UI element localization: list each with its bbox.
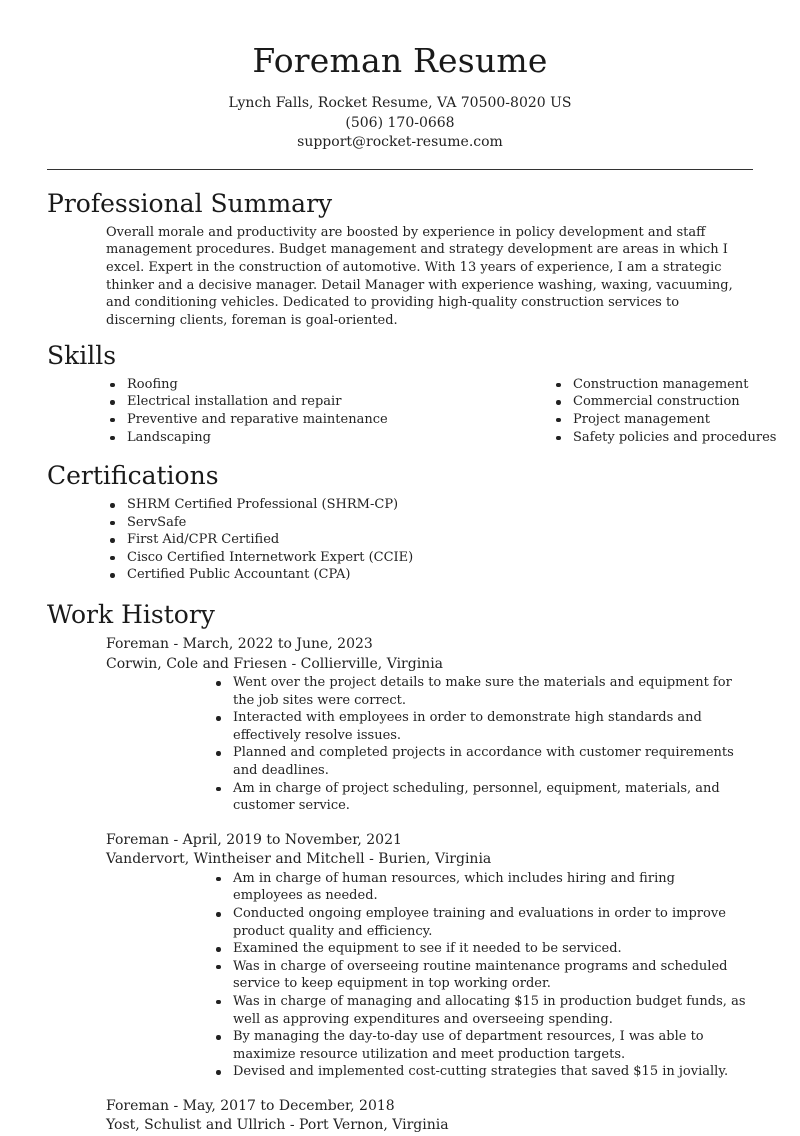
list-item: First Aid/CPR Certified — [127, 531, 800, 549]
contact-email: support@rocket-resume.com — [297, 134, 503, 150]
certifications-list — [0, 496, 800, 584]
job-company-location: Yost, Schulist and Ullrich - Port Vernon, Virginia — [106, 1117, 449, 1134]
skills-list-right — [446, 376, 776, 446]
contact-phone: (506) 170-0668 — [345, 114, 455, 131]
summary-heading: Professional Summary — [47, 188, 333, 218]
summary-section — [0, 188, 800, 330]
summary-text: Overall morale and productivity are boosted by experience in policy development and staff management procedures. Budget management and strategy development are areas in which I excel. Expert in the construction of automotive. With 13 years of experience, I am a strategic thinker and a decisive manager. Detail Manager with experience washing, waxing, vacuuming, and conditioning vehicles. Dedicated to providing high-quality construction services to discerning clients, foreman is goal-oriented. — [106, 224, 733, 329]
list-item: By managing the day-to-day use of department resources, I was able to maximize resource utilization and meet production targets. — [233, 1028, 800, 1063]
list-item: Commercial construction — [573, 393, 776, 411]
skills-list-left — [0, 376, 446, 446]
list-item: Was in charge of overseeing routine maintenance programs and scheduled service to keep equipment in top working order. — [233, 958, 800, 993]
certifications-heading: Certifications — [47, 461, 219, 491]
work-history-section — [0, 599, 800, 1136]
list-item: Landscaping — [127, 429, 446, 447]
job-duties-list — [106, 674, 800, 815]
skills-columns — [0, 376, 800, 446]
skills-section — [0, 340, 800, 446]
list-item: Examined the equipment to see if it needed to be serviced. — [233, 940, 800, 958]
list-item: Devised and implemented cost-cutting strategies that saved $15 in jovially. — [233, 1063, 800, 1081]
list-item: Certified Public Accountant (CPA) — [127, 566, 800, 584]
job-entry — [0, 635, 800, 815]
job-title-dates: Foreman - April, 2019 to November, 2021 — [106, 831, 402, 848]
list-item: Conducted ongoing employee training and evaluations in order to improve product quality and efficiency. — [233, 905, 800, 940]
header-divider — [47, 169, 753, 170]
skills-heading: Skills — [47, 340, 117, 370]
job-entry — [0, 1097, 800, 1136]
job-company-location: Corwin, Cole and Friesen - Collierville, Virginia — [106, 655, 444, 672]
list-item: Preventive and reparative maintenance — [127, 411, 446, 429]
job-entry — [0, 831, 800, 1081]
list-item: Interacted with employees in order to demonstrate high standards and effectively resolve issues. — [233, 709, 800, 744]
contact-address: Lynch Falls, Rocket Resume, VA 70500-8020 US — [228, 95, 572, 111]
resume-title: Foreman Resume — [252, 41, 548, 80]
job-title-dates: Foreman - May, 2017 to December, 2018 — [106, 1097, 395, 1114]
list-item: Am in charge of project scheduling, personnel, equipment, materials, and customer service. — [233, 780, 800, 815]
work-history-heading: Work History — [47, 600, 215, 630]
list-item: Project management — [573, 411, 776, 429]
list-item: ServSafe — [127, 514, 800, 532]
list-item: SHRM Certified Professional (SHRM-CP) — [127, 496, 800, 514]
job-company-location: Vandervort, Wintheiser and Mitchell - Burien, Virginia — [106, 851, 492, 868]
list-item: Was in charge of managing and allocating $15 in production budget funds, as well as approving expenditures and overseeing spending. — [233, 993, 800, 1028]
list-item: Construction management — [573, 376, 776, 394]
list-item: Planned and completed projects in accordance with customer requirements and deadlines. — [233, 744, 800, 779]
job-duties-list — [106, 870, 800, 1081]
list-item: Cisco Certified Internetwork Expert (CCIE) — [127, 549, 800, 567]
resume-header — [0, 0, 800, 153]
list-item: Went over the project details to make sure the materials and equipment for the job sites were correct. — [233, 674, 800, 709]
certifications-section — [0, 460, 800, 584]
list-item: Safety policies and procedures — [573, 429, 777, 445]
list-item: Roofing — [127, 376, 446, 394]
list-item: Electrical installation and repair — [127, 393, 446, 411]
list-item: Am in charge of human resources, which includes hiring and firing employees as needed. — [233, 870, 800, 905]
job-title-dates: Foreman - March, 2022 to June, 2023 — [106, 636, 373, 653]
